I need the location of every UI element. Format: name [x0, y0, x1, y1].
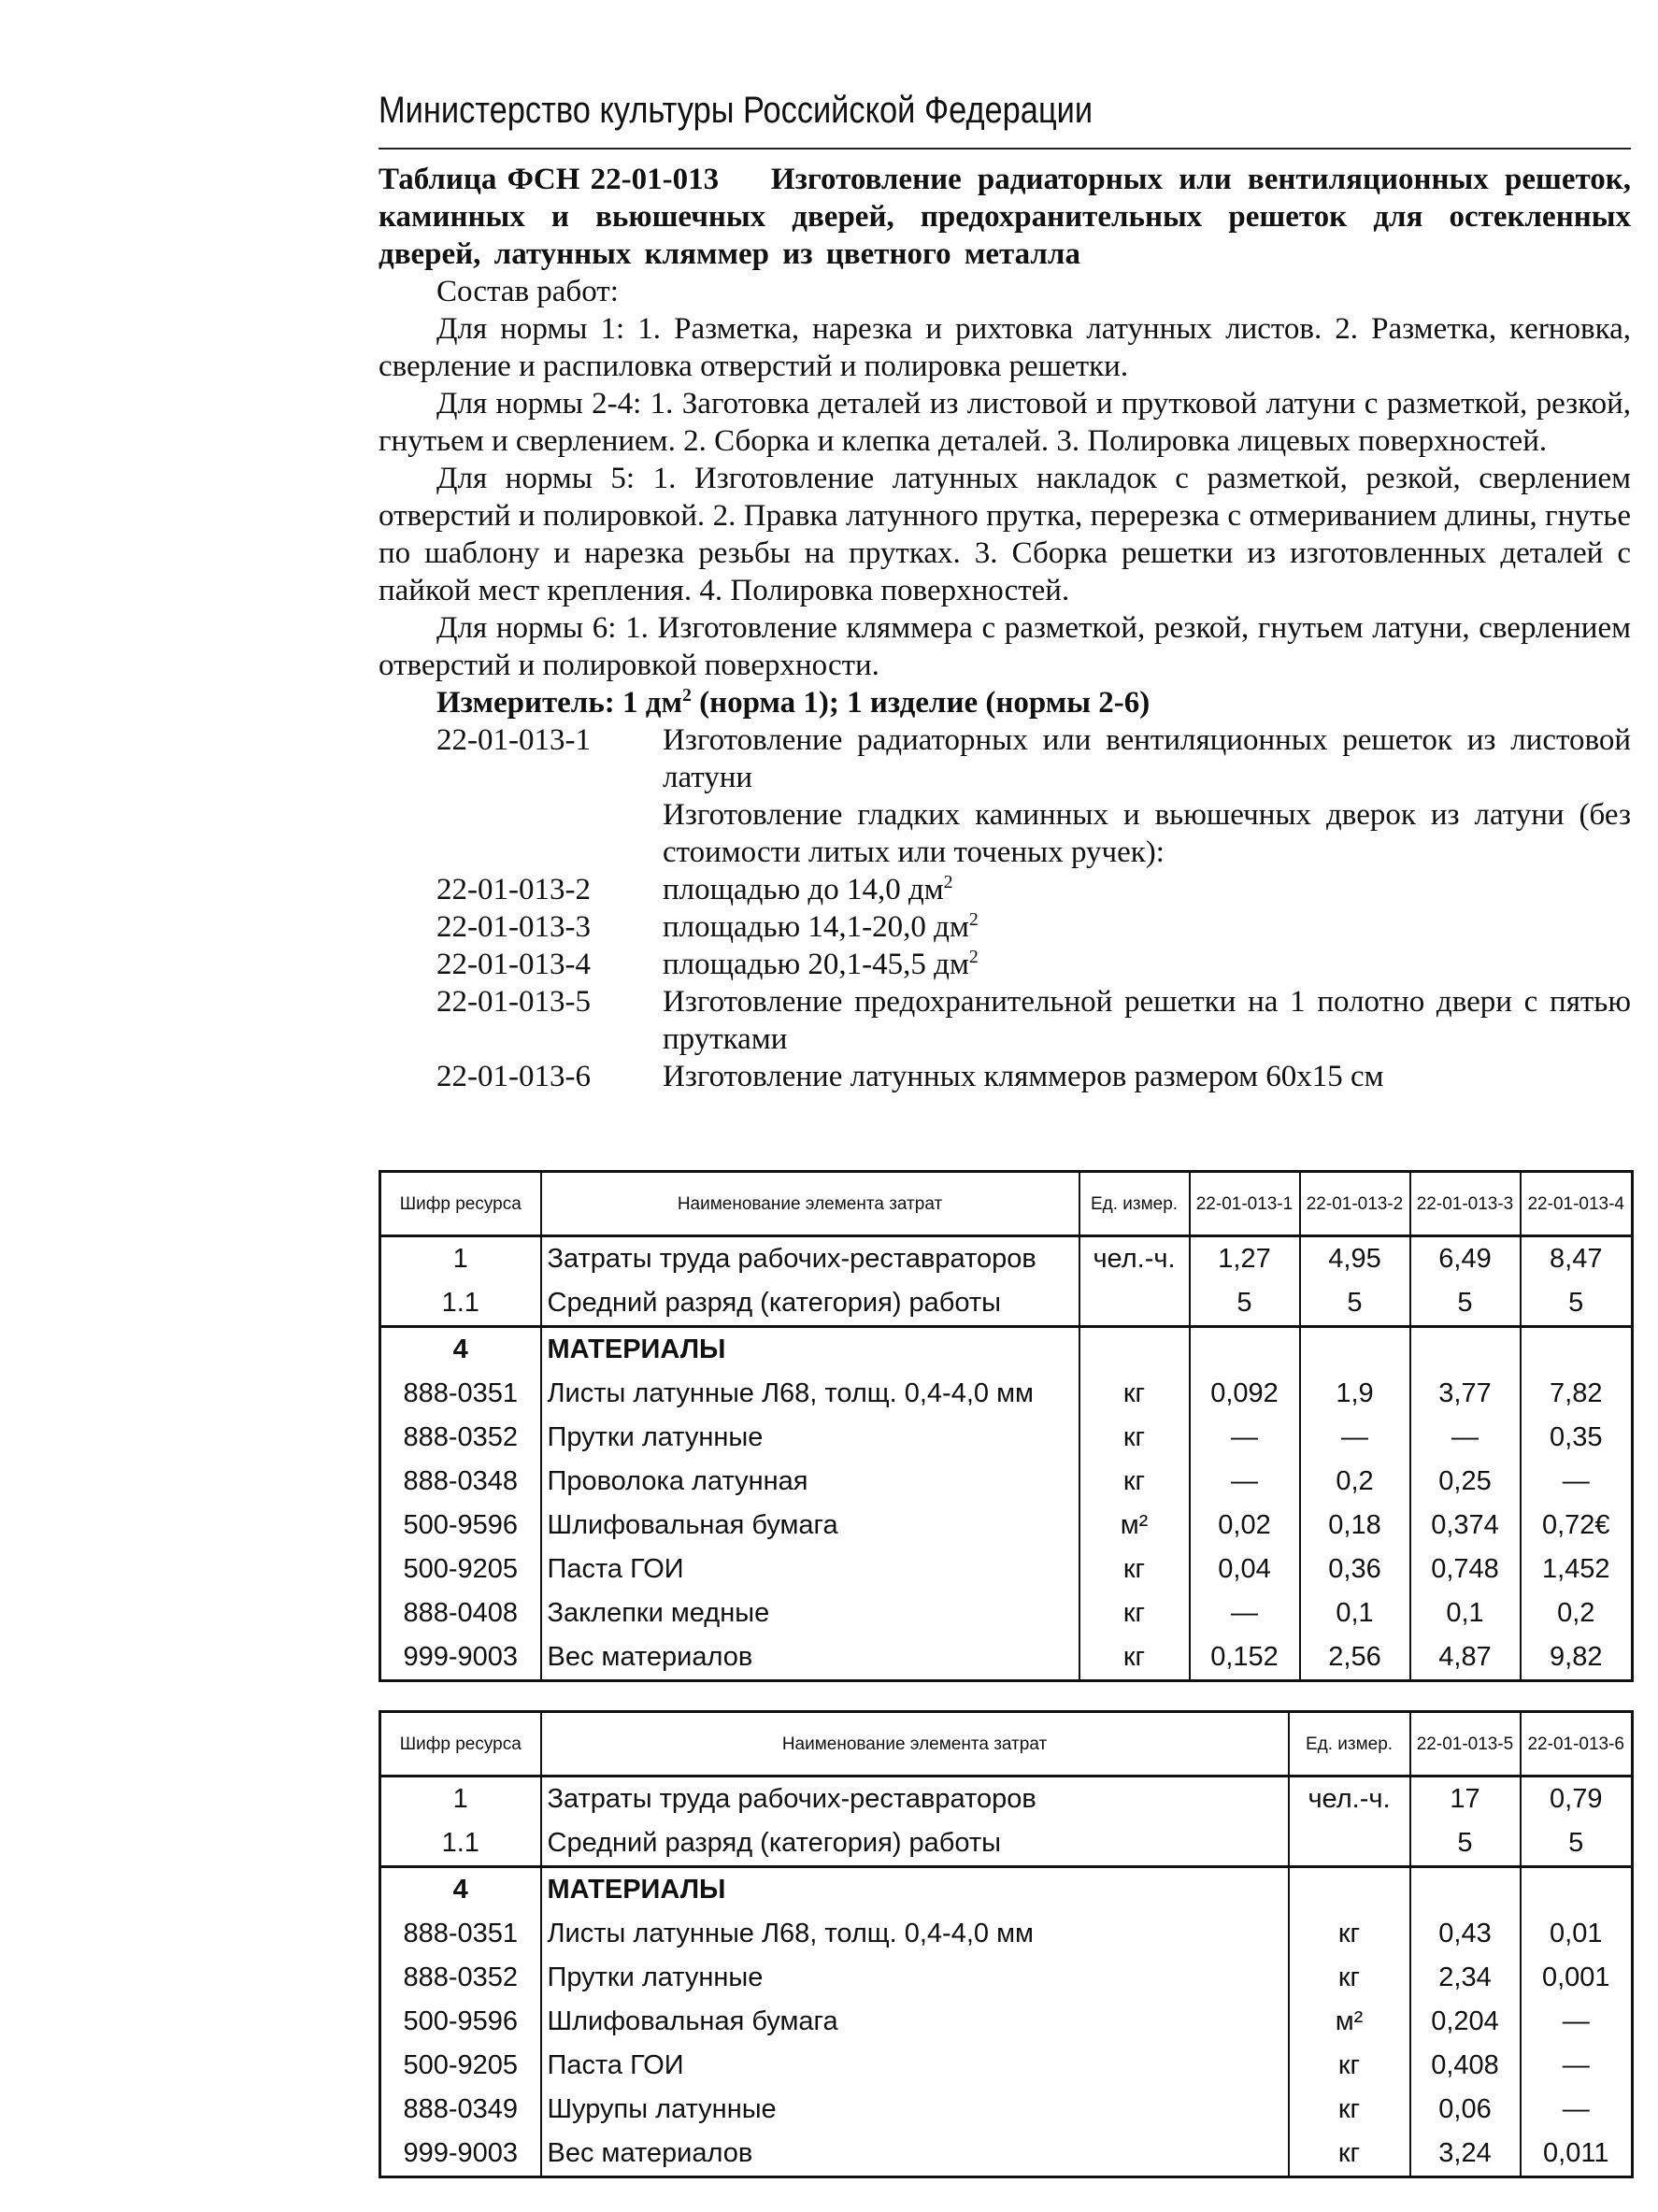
- unit-cell: [1079, 1281, 1190, 1327]
- table-row: [380, 1460, 1633, 1504]
- table-row: [380, 1416, 1633, 1460]
- value-cell: [1190, 1327, 1300, 1373]
- norm-text: Изготовление предохранительной решетки на 1 полотно двери с пятью прутками: [663, 985, 1631, 1056]
- resource-code: 1.1: [380, 1821, 541, 1867]
- unit-cell: кг: [1289, 1956, 1410, 2000]
- value-cell: 5: [1410, 1281, 1521, 1327]
- table-row: [380, 1504, 1633, 1548]
- value-cell: 2,56: [1300, 1635, 1410, 1681]
- unit-cell: [1289, 1867, 1410, 1913]
- resource-code: 888-0351: [380, 1912, 541, 1956]
- value-cell: 0,2: [1521, 1591, 1633, 1635]
- value-cell: —: [1521, 2088, 1633, 2132]
- value-cell: —: [1190, 1416, 1300, 1460]
- column-header: 22-01-013-6: [1521, 1712, 1633, 1777]
- value-cell: 3,24: [1410, 2132, 1521, 2177]
- resource-code: 888-0408: [380, 1591, 541, 1635]
- value-cell: 5: [1521, 1821, 1633, 1867]
- resource-code: 1.1: [380, 1281, 541, 1327]
- unit-cell: м²: [1079, 1504, 1190, 1548]
- table-row: [380, 2044, 1633, 2088]
- value-cell: 2,34: [1410, 1956, 1521, 2000]
- table-row: [380, 2000, 1633, 2044]
- resource-code: 500-9596: [380, 1504, 541, 1548]
- unit-cell: кг: [1079, 1591, 1190, 1635]
- value-cell: 6,49: [1410, 1236, 1521, 1282]
- resource-code: 888-0348: [380, 1460, 541, 1504]
- norm-group-note: Изготовление гладких каминных и вьюшечных дверок из латуни (без стоимости литых или точеных ручек):: [663, 798, 1631, 869]
- norm-code: 22-01-013-1: [436, 723, 591, 757]
- value-cell: 0,001: [1521, 1956, 1633, 2000]
- value-cell: 0,01: [1521, 1912, 1633, 1956]
- norm-code: 22-01-013-5: [436, 985, 591, 1019]
- norm-code: 22-01-013-3: [436, 910, 591, 944]
- resource-code: 4: [380, 1327, 541, 1373]
- cost-element-name: Листы латунные Л68, толщ. 0,4-4,0 мм: [541, 1912, 1289, 1956]
- cost-element-name: Затраты труда рабочих-реставраторов: [541, 1777, 1289, 1822]
- norm-code: 22-01-013-6: [436, 1060, 591, 1093]
- table-row: [380, 1821, 1633, 1867]
- table-row: [380, 1281, 1633, 1327]
- measure-unit: Измеритель: 1 $дм^2$ (норма 1); 1 изделие (нормы 2-6): [436, 685, 1151, 720]
- unit-cell: [1289, 1821, 1410, 1867]
- table-id: Таблица ФСН 22-01-013: [379, 163, 720, 196]
- value-cell: 5: [1410, 1821, 1521, 1867]
- value-cell: 0,204: [1410, 2000, 1521, 2044]
- unit-cell: кг: [1289, 2044, 1410, 2088]
- value-cell: 0,02: [1190, 1504, 1300, 1548]
- table-header-row: [380, 1172, 1633, 1236]
- value-cell: 0,43: [1410, 1912, 1521, 1956]
- resource-table-2: [379, 1710, 1634, 2178]
- resource-code: 4: [380, 1867, 541, 1913]
- unit-cell: кг: [1079, 1548, 1190, 1591]
- norm-item: [436, 908, 1631, 946]
- table-row: [380, 1912, 1633, 1956]
- table-row: [380, 1635, 1633, 1681]
- value-cell: 0,1: [1300, 1591, 1410, 1635]
- column-header: Ед. измер.: [1079, 1172, 1190, 1236]
- column-header: Ед. измер.: [1289, 1712, 1410, 1777]
- resource-code: 500-9205: [380, 2044, 541, 2088]
- unit-cell: кг: [1289, 2088, 1410, 2132]
- unit-cell: кг: [1079, 1372, 1190, 1416]
- table-row: [380, 1236, 1633, 1282]
- value-cell: 4,87: [1410, 1635, 1521, 1681]
- column-header: Наименование элемента затрат: [541, 1712, 1289, 1777]
- value-cell: 4,95: [1300, 1236, 1410, 1282]
- value-cell: 0,152: [1190, 1635, 1300, 1681]
- value-cell: 0,011: [1521, 2132, 1633, 2177]
- cost-element-name: Листы латунные Л68, толщ. 0,4-4,0 мм: [541, 1372, 1079, 1416]
- norm-text: Изготовление радиаторных или вентиляционных решеток из листовой латуни: [663, 723, 1631, 794]
- column-header: 22-01-013-4: [1521, 1172, 1633, 1236]
- norm-code: 22-01-013-4: [436, 948, 591, 981]
- norm-list: [436, 721, 1631, 1095]
- cost-element-name: Вес материалов: [541, 1635, 1079, 1681]
- work-item: Для нормы 5: 1. Изготовление латунных накладок с разметкой, резкой, сверлением отверстий и полировкой. 2. Правка латунного прутка, перерезка с отмериванием длины, гнутье по шаблону и нарезка резьбы на прутках. 3. Сборка решетки из изготовленных деталей с пайкой мест крепления. 4. Полировка поверхностей.: [379, 462, 1631, 607]
- unit-cell: кг: [1079, 1416, 1190, 1460]
- norm-text: площадью до 14,0 $дм^2$: [663, 872, 953, 906]
- norm-text: площадью 20,1-45,5 $дм^2$: [663, 947, 979, 981]
- table-row: [380, 1327, 1633, 1373]
- column-header: 22-01-013-3: [1410, 1172, 1521, 1236]
- cost-element-name: МАТЕРИАЛЫ: [541, 1327, 1079, 1373]
- value-cell: 0,408: [1410, 2044, 1521, 2088]
- value-cell: —: [1190, 1460, 1300, 1504]
- value-cell: 9,82: [1521, 1635, 1633, 1681]
- norm-item: [436, 946, 1631, 983]
- value-cell: [1300, 1327, 1410, 1373]
- table-row: [380, 2088, 1633, 2132]
- value-cell: 0,06: [1410, 2088, 1521, 2132]
- value-cell: 0,36: [1300, 1548, 1410, 1591]
- value-cell: 8,47: [1521, 1236, 1633, 1282]
- norm-text: площадью 14,1-20,0 $дм^2$: [663, 909, 979, 944]
- value-cell: 5: [1300, 1281, 1410, 1327]
- header-divider: [379, 148, 1631, 150]
- value-cell: [1410, 1867, 1521, 1913]
- norm-code: 22-01-013-2: [436, 873, 591, 906]
- cost-element-name: МАТЕРИАЛЫ: [541, 1867, 1289, 1913]
- column-header: 22-01-013-2: [1300, 1172, 1410, 1236]
- unit-cell: м²: [1289, 2000, 1410, 2044]
- value-cell: 1,452: [1521, 1548, 1633, 1591]
- resource-code: 888-0349: [380, 2088, 541, 2132]
- value-cell: 0,04: [1190, 1548, 1300, 1591]
- column-header: 22-01-013-1: [1190, 1172, 1300, 1236]
- cost-element-name: Шлифовальная бумага: [541, 1504, 1079, 1548]
- value-cell: 0,35: [1521, 1416, 1633, 1460]
- value-cell: [1521, 1327, 1633, 1373]
- cost-element-name: Вес материалов: [541, 2132, 1289, 2177]
- value-cell: 0,374: [1410, 1504, 1521, 1548]
- unit-cell: [1079, 1327, 1190, 1373]
- work-heading: Состав работ:: [436, 275, 619, 308]
- norm-item: [436, 983, 1631, 1058]
- value-cell: 1,27: [1190, 1236, 1300, 1282]
- organization-header: Министерство культуры Российской Федерации: [379, 90, 1093, 131]
- value-cell: 0,2: [1300, 1460, 1410, 1504]
- resource-code: 999-9003: [380, 2132, 541, 2177]
- unit-cell: кг: [1079, 1460, 1190, 1504]
- norm-item: [436, 1058, 1631, 1095]
- value-cell: [1410, 1327, 1521, 1373]
- value-cell: 0,72€: [1521, 1504, 1633, 1548]
- cost-element-name: Шлифовальная бумага: [541, 2000, 1289, 2044]
- table-title: [379, 161, 1631, 273]
- resource-code: 500-9596: [380, 2000, 541, 2044]
- value-cell: —: [1190, 1591, 1300, 1635]
- unit-cell: кг: [1289, 1912, 1410, 1956]
- resource-table-1: [379, 1170, 1634, 1682]
- table-row: [380, 1956, 1633, 2000]
- value-cell: 0,1: [1410, 1591, 1521, 1635]
- value-cell: —: [1410, 1416, 1521, 1460]
- value-cell: 1,9: [1300, 1372, 1410, 1416]
- value-cell: 7,82: [1521, 1372, 1633, 1416]
- work-item: Для нормы 1: 1. Разметка, нарезка и рихтовка латунных листов. 2. Разметка, кerновка, сверление и распиловка отверстий и полировка решетки.: [379, 312, 1631, 383]
- table-name: Изготовление радиаторных или вентиляционных решеток, каминных и вьюшечных дверей, предохранительных решеток для остекленных дверей, латунных кляммер из цветного металла: [379, 163, 1632, 271]
- cost-element-name: Прутки латунные: [541, 1956, 1289, 2000]
- unit-cell: кг: [1079, 1635, 1190, 1681]
- cost-element-name: Прутки латунные: [541, 1416, 1079, 1460]
- norm-item: [436, 871, 1631, 908]
- table-row: [380, 1548, 1633, 1591]
- value-cell: 0,092: [1190, 1372, 1300, 1416]
- cost-element-name: Заклепки медные: [541, 1591, 1079, 1635]
- value-cell: —: [1521, 2000, 1633, 2044]
- column-header: 22-01-013-5: [1410, 1712, 1521, 1777]
- unit-cell: кг: [1289, 2132, 1410, 2177]
- table-row: [380, 1777, 1633, 1822]
- column-header: Наименование элемента затрат: [541, 1172, 1079, 1236]
- norm-item: [436, 721, 1631, 796]
- table-row: [380, 1591, 1633, 1635]
- value-cell: 17: [1410, 1777, 1521, 1822]
- resource-code: 1: [380, 1777, 541, 1822]
- resource-code: 999-9003: [380, 1635, 541, 1681]
- value-cell: —: [1521, 1460, 1633, 1504]
- value-cell: [1521, 1867, 1633, 1913]
- resource-code: 1: [380, 1236, 541, 1282]
- cost-element-name: Средний разряд (категория) работы: [541, 1281, 1079, 1327]
- value-cell: 0,25: [1410, 1460, 1521, 1504]
- unit-cell: чел.-ч.: [1289, 1777, 1410, 1822]
- cost-element-name: Затраты труда рабочих-реставраторов: [541, 1236, 1079, 1282]
- table-row: [380, 2132, 1633, 2177]
- cost-element-name: Паста ГОИ: [541, 2044, 1289, 2088]
- value-cell: 0,748: [1410, 1548, 1521, 1591]
- work-item: Для нормы 6: 1. Изготовление кляммера с разметкой, резкой, гнутьем латуни, сверлением отверстий и полировкой поверхности.: [379, 611, 1631, 682]
- value-cell: 0,18: [1300, 1504, 1410, 1548]
- work-item: Для нормы 2-4: 1. Заготовка деталей из листовой и прутковой латуни с разметкой, резкой, гнутьем и сверлением. 2. Сборка и клепка деталей. 3. Полировка лицевых поверхностей.: [379, 387, 1631, 458]
- table-row: [380, 1372, 1633, 1416]
- cost-element-name: Средний разряд (категория) работы: [541, 1821, 1289, 1867]
- column-header: Шифр ресурса: [380, 1712, 541, 1777]
- value-cell: 5: [1521, 1281, 1633, 1327]
- resource-code: 888-0352: [380, 1416, 541, 1460]
- cost-element-name: Паста ГОИ: [541, 1548, 1079, 1591]
- resource-code: 500-9205: [380, 1548, 541, 1591]
- column-header: Шифр ресурса: [380, 1172, 541, 1236]
- value-cell: 0,79: [1521, 1777, 1633, 1822]
- table-header-row: [380, 1712, 1633, 1777]
- resource-code: 888-0352: [380, 1956, 541, 2000]
- norm-text: Изготовление латунных кляммеров размером 60х15 см: [663, 1060, 1384, 1093]
- value-cell: —: [1521, 2044, 1633, 2088]
- value-cell: 5: [1190, 1281, 1300, 1327]
- document-body: [379, 161, 1631, 1095]
- value-cell: 3,77: [1410, 1372, 1521, 1416]
- table-row: [380, 1867, 1633, 1913]
- unit-cell: чел.-ч.: [1079, 1236, 1190, 1282]
- value-cell: —: [1300, 1416, 1410, 1460]
- resource-code: 888-0351: [380, 1372, 541, 1416]
- cost-element-name: Шурупы латунные: [541, 2088, 1289, 2132]
- cost-element-name: Проволока латунная: [541, 1460, 1079, 1504]
